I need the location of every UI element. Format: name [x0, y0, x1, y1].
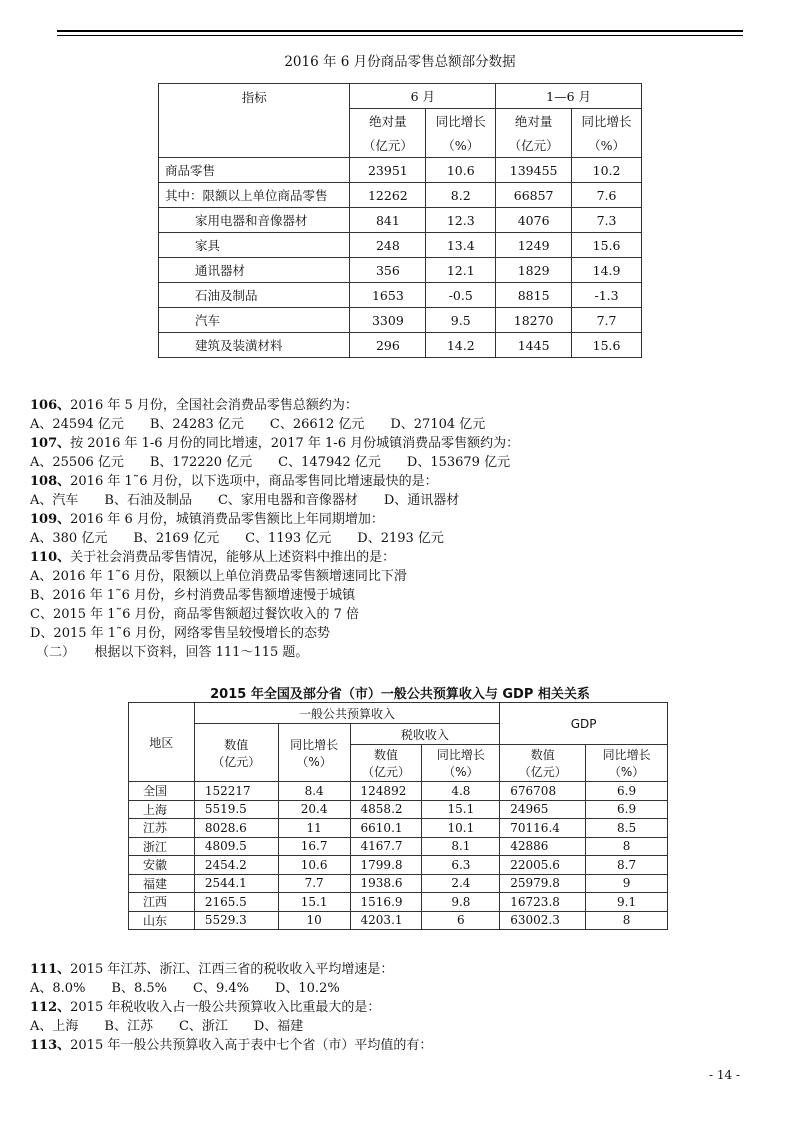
row-label: 其中：限额以上单位商品零售 [159, 183, 350, 208]
cell: 1829 [496, 258, 572, 283]
cell: 1799.8 [350, 856, 422, 875]
cell: 8 [586, 837, 668, 856]
question-number: 113、 [30, 1038, 71, 1053]
budget-gdp-table [128, 702, 668, 930]
question-number: 110、 [30, 550, 71, 565]
cell: 8.5 [586, 819, 668, 838]
cell: 296 [350, 333, 426, 358]
header-jan-june: 1—6 月 [496, 84, 642, 109]
header-unit-pct: （%） [296, 754, 332, 769]
question-number: 107、 [30, 436, 71, 451]
cell: 66857 [496, 183, 572, 208]
header-rule-thick [57, 30, 743, 32]
table-row [129, 856, 668, 875]
cell: 15.6 [572, 333, 642, 358]
cell: 841 [350, 208, 426, 233]
cell: 10.1 [422, 819, 500, 838]
cell: 15.1 [278, 893, 350, 912]
header-unit-pct: （%） [443, 765, 479, 779]
cell: 1249 [496, 233, 572, 258]
question-number: 106、 [30, 398, 71, 413]
cell: 8 [586, 911, 668, 930]
cell: 139455 [496, 158, 572, 183]
region: 江苏 [129, 819, 195, 838]
options-111: A、8.0% B、8.5% C、9.4% D、10.2% [30, 981, 340, 996]
cell: 2165.5 [194, 893, 278, 912]
cell: 9 [586, 874, 668, 893]
cell: 9.8 [422, 893, 500, 912]
cell: 7.7 [572, 308, 642, 333]
region: 福建 [129, 874, 195, 893]
cell: 10.2 [572, 158, 642, 183]
question-text: 2015 年江苏、浙江、江西三省的税收收入平均增速是： [70, 962, 394, 977]
options-109: A、380 亿元 B、2169 亿元 C、1193 亿元 D、2193 亿元 [30, 531, 444, 546]
header-yoy [278, 724, 350, 782]
table-row [129, 819, 668, 838]
question-109 [30, 510, 519, 529]
cell: 15.6 [572, 233, 642, 258]
cell: 4809.5 [194, 837, 278, 856]
cell: 2.4 [422, 874, 500, 893]
question-text: 2015 年税收收入占一般公共预算收入比重最大的是： [70, 1000, 381, 1015]
header-rule-thin [57, 35, 743, 36]
row-label: 通讯器材 [159, 258, 350, 283]
cell: 42886 [500, 837, 586, 856]
question-block-2 [30, 960, 432, 1055]
table2-title: 2015 年全国及部分省（市）一般公共预算收入与 GDP 相关关系 [210, 687, 590, 702]
cell: 6.9 [586, 800, 668, 819]
cell: 9.1 [586, 893, 668, 912]
cell: 14.2 [426, 333, 496, 358]
cell: 23951 [350, 158, 426, 183]
cell: 7.7 [278, 874, 350, 893]
region: 安徽 [129, 856, 195, 875]
question-113 [30, 1036, 432, 1055]
header-yoy: 同比增长 [572, 109, 642, 134]
cell: 6 [422, 911, 500, 930]
option-110-c: C、2015 年 1˜6 月份，商品零售额超过餐饮收入的 7 倍 [30, 607, 360, 622]
header-unit-abs: （亿元） [361, 765, 410, 779]
options-107: A、25506 亿元 B、172220 亿元 C、147942 亿元 D、153679 亿元 [30, 455, 511, 470]
cell: 13.4 [426, 233, 496, 258]
cell: 9.5 [426, 308, 496, 333]
options-108: A、汽车 B、石油及制品 C、家用电器和音像器材 D、通讯器材 [30, 493, 460, 508]
question-112 [30, 998, 432, 1017]
question-text: 2016 年 1˜6 月份，以下选项中，商品零售同比增速最快的是： [70, 474, 438, 489]
table-row [129, 782, 668, 801]
cell: 12262 [350, 183, 426, 208]
region: 全国 [129, 782, 195, 801]
cell: 8.1 [422, 837, 500, 856]
header-unit-abs: （亿元） [518, 765, 567, 779]
row-label: 商品零售 [159, 158, 350, 183]
question-text: 按 2016 年 1-6 月份的同比增速，2017 年 1-6 月份城镇消费品零售额约为： [70, 436, 520, 451]
cell: 124892 [350, 782, 422, 801]
header-unit-pct: （%） [608, 765, 645, 779]
cell: 2454.2 [194, 856, 278, 875]
header-value-label: 数值 [530, 748, 555, 762]
cell: 70116.4 [500, 819, 586, 838]
header-unit-abs: （亿元） [212, 754, 261, 769]
question-text: 关于社会消费品零售情况，能够从上述资料中推出的是： [70, 550, 396, 565]
table-row [129, 837, 668, 856]
cell: 2544.1 [194, 874, 278, 893]
cell: 4203.1 [350, 911, 422, 930]
table-row [129, 893, 668, 912]
cell: 3309 [350, 308, 426, 333]
table1-title: 2016 年 6 月份商品零售总额部分数据 [284, 54, 516, 70]
question-108 [30, 472, 519, 491]
header-indicator: 指标 [159, 84, 350, 158]
table-row [159, 258, 642, 283]
header-value [350, 745, 422, 782]
cell: 4076 [496, 208, 572, 233]
question-number: 111、 [30, 962, 71, 977]
table-row [159, 233, 642, 258]
region: 江西 [129, 893, 195, 912]
question-number: 108、 [30, 474, 71, 489]
header-yoy-label: 同比增长 [436, 748, 485, 762]
cell: 10.6 [278, 856, 350, 875]
question-text: 2015 年一般公共预算收入高于表中七个省（市）平均值的有： [70, 1038, 433, 1053]
question-number: 109、 [30, 512, 71, 527]
question-text: 2016 年 5 月份，全国社会消费品零售总额约为： [70, 398, 358, 413]
table-row [129, 911, 668, 930]
table-row [159, 158, 642, 183]
header-yoy [422, 745, 500, 782]
question-107 [30, 434, 519, 453]
table-row [129, 800, 668, 819]
table-row [159, 308, 642, 333]
cell: 12.3 [426, 208, 496, 233]
cell: 24965 [500, 800, 586, 819]
section-heading: （二） 根据以下资料，回答 111～115 题。 [36, 645, 309, 660]
table-row [159, 333, 642, 358]
row-label: 家具 [159, 233, 350, 258]
cell: -1.3 [572, 283, 642, 308]
row-label: 汽车 [159, 308, 350, 333]
option-110-d: D、2015 年 1˜6 月份，网络零售呈较慢增长的态势 [30, 626, 330, 641]
region: 山东 [129, 911, 195, 930]
table-row [159, 208, 642, 233]
cell: -0.5 [426, 283, 496, 308]
cell: 10 [278, 911, 350, 930]
cell: 16723.8 [500, 893, 586, 912]
header-tax: 税收收入 [350, 724, 500, 745]
cell: 5519.5 [194, 800, 278, 819]
header-yoy [586, 745, 668, 782]
header-june: 6 月 [350, 84, 496, 109]
question-110 [30, 548, 519, 567]
cell: 18270 [496, 308, 572, 333]
header-yoy-label: 同比增长 [602, 748, 651, 762]
cell: 11 [278, 819, 350, 838]
cell: 4858.2 [350, 800, 422, 819]
header-gdp: GDP [500, 703, 668, 745]
question-block-1 [30, 396, 519, 662]
option-110-a: A、2016 年 1˜6 月份，限额以上单位消费品零售额增速同比下滑 [30, 569, 407, 584]
table-row [129, 874, 668, 893]
header-unit-abs: （亿元） [496, 133, 572, 158]
cell: 356 [350, 258, 426, 283]
cell: 12.1 [426, 258, 496, 283]
cell: 14.9 [572, 258, 642, 283]
cell: 25979.8 [500, 874, 586, 893]
header-region: 地区 [129, 703, 195, 782]
retail-sales-table [158, 83, 642, 358]
page-number: - 14 - [708, 1068, 740, 1082]
cell: 20.4 [278, 800, 350, 819]
cell: 15.1 [422, 800, 500, 819]
cell: 6.9 [586, 782, 668, 801]
cell: 63002.3 [500, 911, 586, 930]
table-row [159, 183, 642, 208]
cell: 1938.6 [350, 874, 422, 893]
header-value [194, 724, 278, 782]
cell: 10.6 [426, 158, 496, 183]
cell: 8815 [496, 283, 572, 308]
option-110-b: B、2016 年 1˜6 月份，乡村消费品零售额增速慢于城镇 [30, 588, 356, 603]
cell: 16.7 [278, 837, 350, 856]
header-budget: 一般公共预算收入 [194, 703, 499, 724]
cell: 4.8 [422, 782, 500, 801]
row-label: 石油及制品 [159, 283, 350, 308]
cell: 7.6 [572, 183, 642, 208]
region: 上海 [129, 800, 195, 819]
header-yoy-label: 同比增长 [290, 737, 339, 752]
header-unit-pct: （%） [426, 133, 496, 158]
question-number: 112、 [30, 1000, 71, 1015]
header-value [500, 745, 586, 782]
cell: 1445 [496, 333, 572, 358]
cell: 8.2 [426, 183, 496, 208]
row-label: 建筑及装潢材料 [159, 333, 350, 358]
header-unit-abs: （亿元） [350, 133, 426, 158]
options-106: A、24594 亿元 B、24283 亿元 C、26612 亿元 D、27104 亿元 [30, 417, 486, 432]
row-label: 家用电器和音像器材 [159, 208, 350, 233]
options-112: A、上海 B、江苏 C、浙江 D、福建 [30, 1019, 304, 1034]
cell: 152217 [194, 782, 278, 801]
question-text: 2016 年 6 月份，城镇消费品零售额比上年同期增加： [70, 512, 384, 527]
header-value-label: 数值 [373, 748, 398, 762]
question-106 [30, 396, 519, 415]
cell: 6.3 [422, 856, 500, 875]
cell: 4167.7 [350, 837, 422, 856]
cell: 248 [350, 233, 426, 258]
cell: 8028.6 [194, 819, 278, 838]
cell: 22005.6 [500, 856, 586, 875]
cell: 676708 [500, 782, 586, 801]
question-111 [30, 960, 432, 979]
cell: 5529.3 [194, 911, 278, 930]
header-abs: 绝对量 [496, 109, 572, 134]
cell: 1653 [350, 283, 426, 308]
cell: 7.3 [572, 208, 642, 233]
header-value-label: 数值 [224, 737, 249, 752]
cell: 8.4 [278, 782, 350, 801]
header-abs: 绝对量 [350, 109, 426, 134]
table-row [159, 283, 642, 308]
cell: 8.7 [586, 856, 668, 875]
region: 浙江 [129, 837, 195, 856]
cell: 6610.1 [350, 819, 422, 838]
header-unit-pct: （%） [572, 133, 642, 158]
header-yoy: 同比增长 [426, 109, 496, 134]
cell: 1516.9 [350, 893, 422, 912]
